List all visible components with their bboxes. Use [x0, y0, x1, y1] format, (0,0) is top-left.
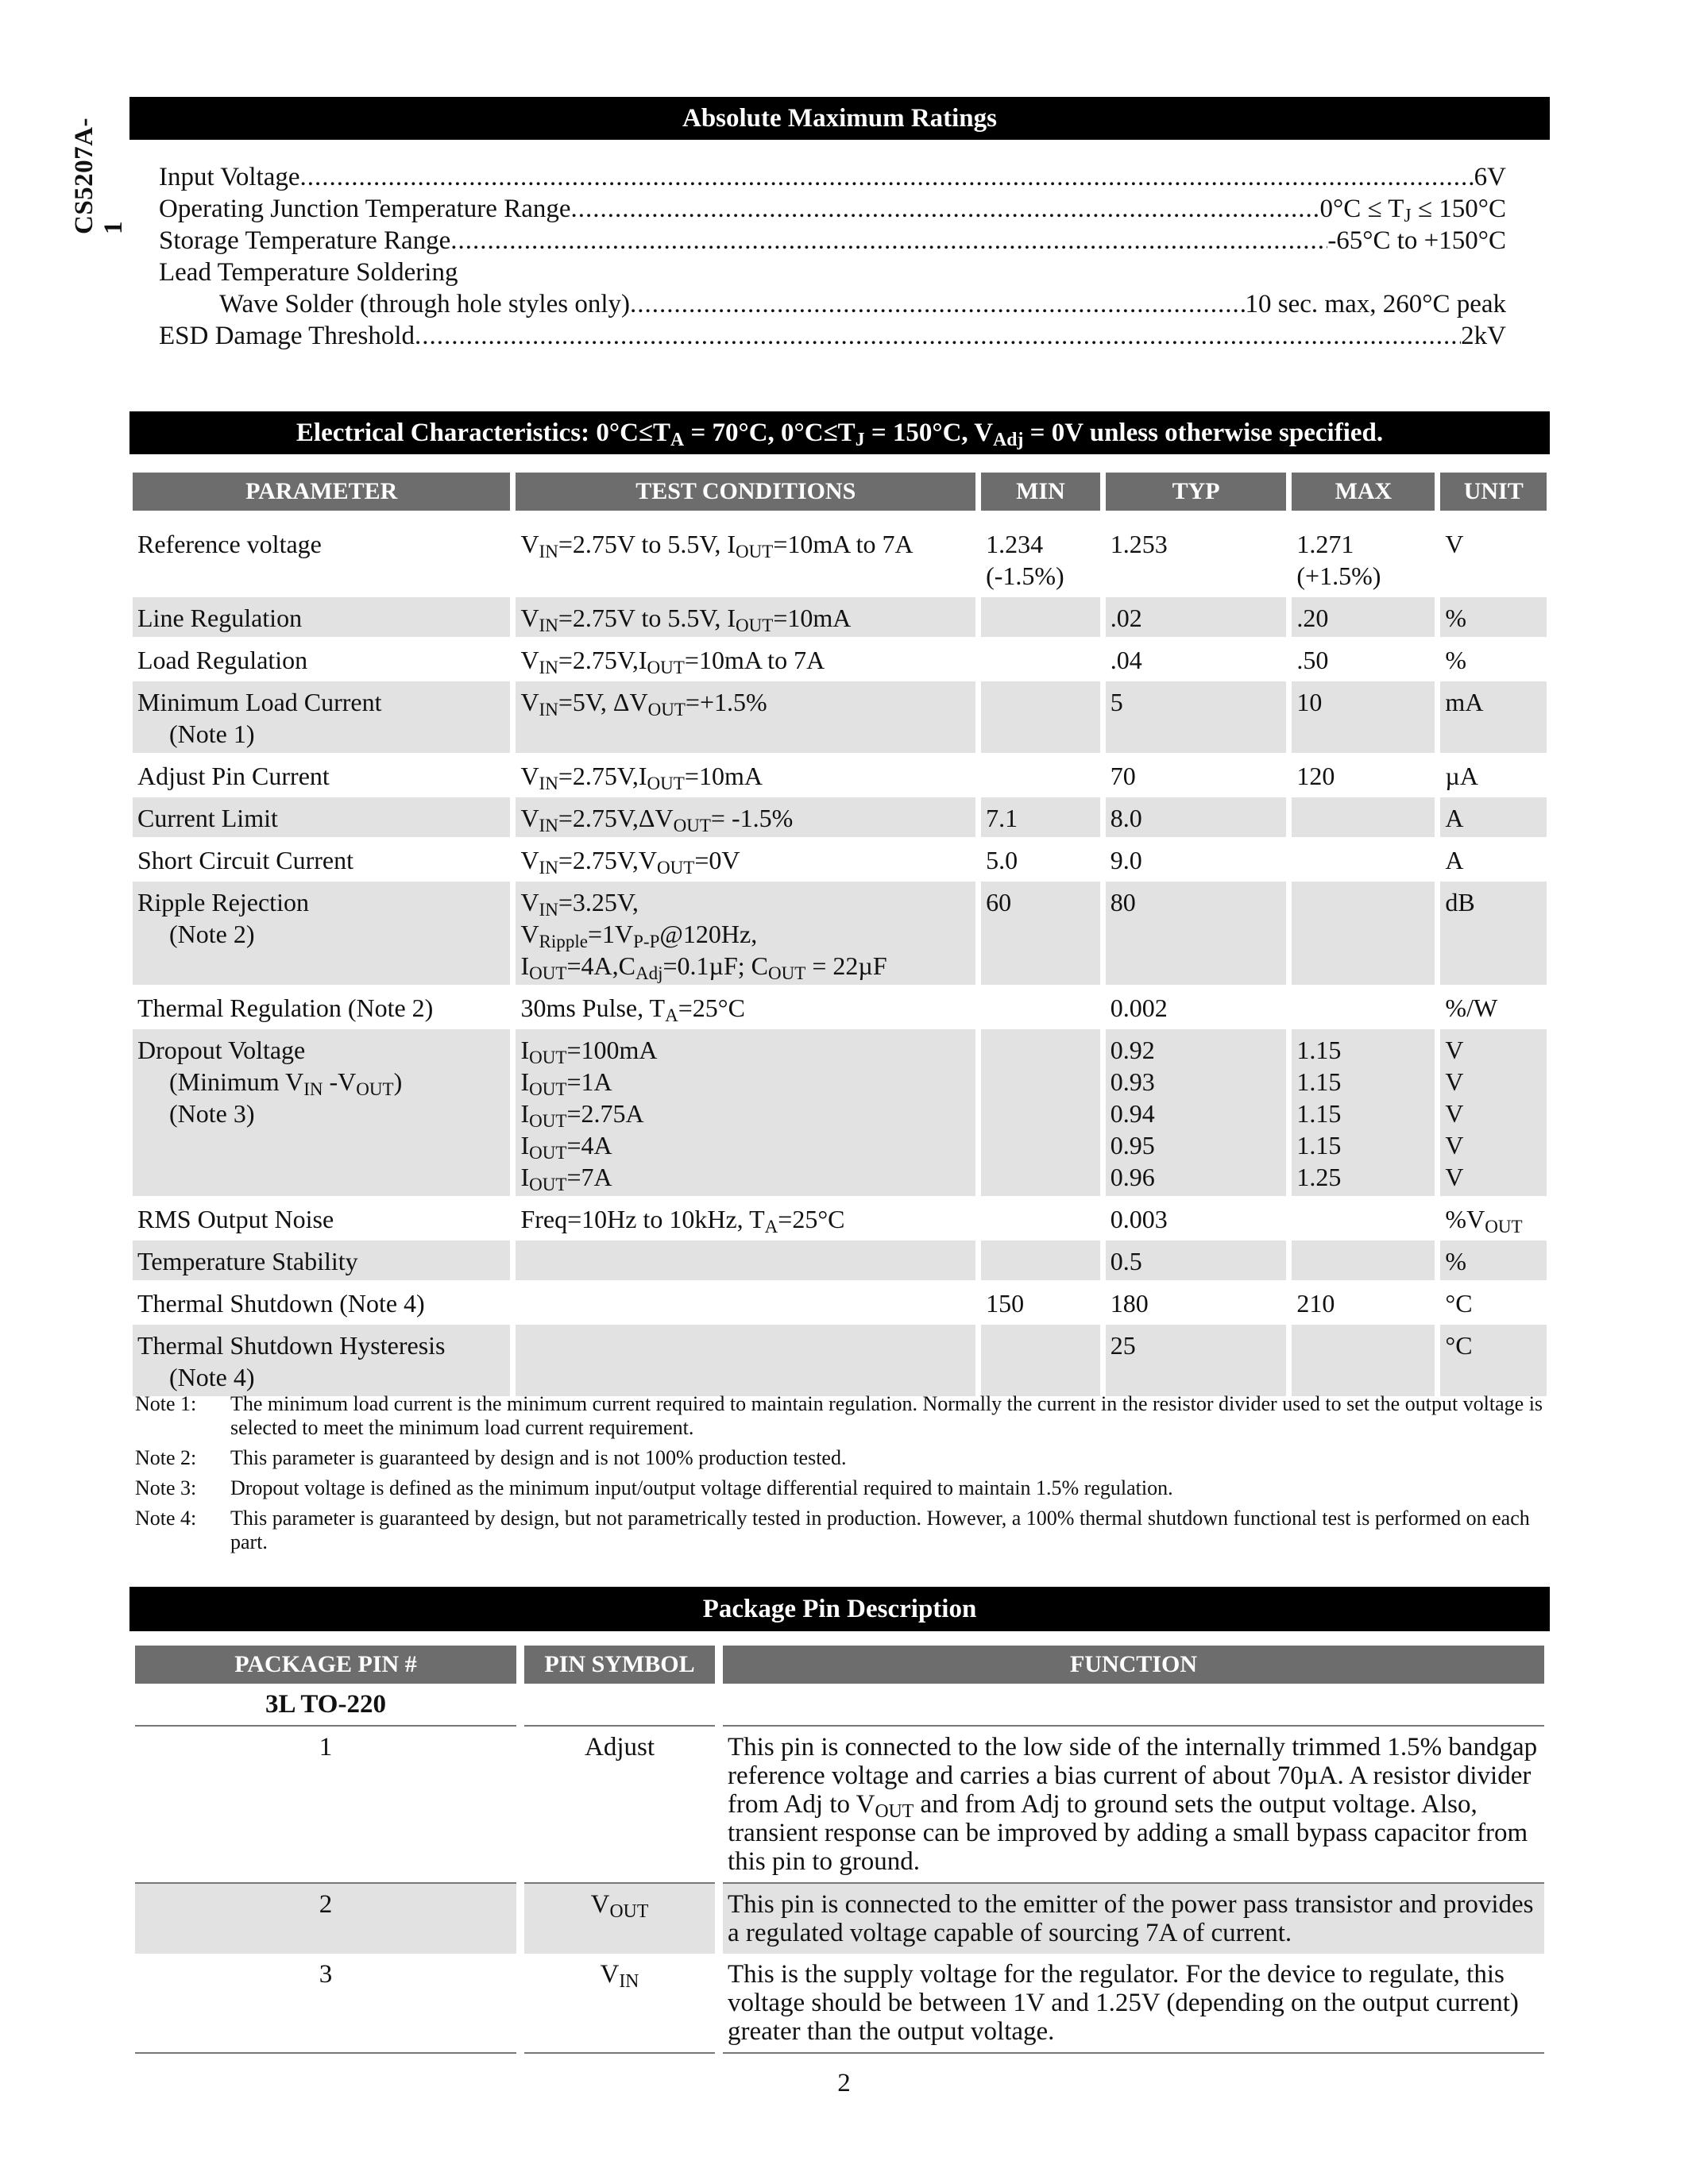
- pin-header-function: FUNCTION: [723, 1646, 1544, 1684]
- package-pin-table: [127, 1646, 1552, 2054]
- ec-row-rms-output-noise: RMS Output Noise Freq=10Hz to 10kHz, $T_A=25^\circ C$ 0.003 $\%V_{OUT}$: [133, 1196, 1547, 1238]
- abs-max-row-storage-temp: Storage Temperature Range ..... -65°C to +150°C: [159, 225, 1506, 257]
- ec-row-minimum-load-current: Minimum Load Current (Note 1) $V_{IN}=5V$, $\Delta V_{OUT}=+1.5\%$ 5 10 mA: [133, 679, 1547, 753]
- page-number: 2: [837, 2069, 851, 2097]
- package-pin-title: Package Pin Description: [129, 1587, 1550, 1631]
- abs-max-row-junction-temp: Operating Junction Temperature Range ..... $0^\circ C \le T_J \le 150^\circ C$: [159, 193, 1506, 225]
- note-4: Note 4: This parameter is guaranteed by design, but not parametrically tested in production. However, a 100% thermal shutdown functional test is performed on each part.: [135, 1507, 1530, 1553]
- ec-row-thermal-shutdown-hysteresis: Thermal Shutdown Hysteresis (Note 4) 25 °C: [133, 1322, 1547, 1396]
- ec-row-thermal-regulation: Thermal Regulation (Note 2) 30ms Pulse, $T_A=25^\circ C$ 0.002 %/W: [133, 985, 1547, 1027]
- ec-row-line-regulation: Line Regulation $V_{IN}=2.75V$ to 5.5V, $I_{OUT}=10mA$ .02 .20 %: [133, 595, 1547, 637]
- ec-row-adjust-pin-current: Adjust Pin Current $V_{IN}=2.75V,I_{OUT}=10mA$ 70 120 µA: [133, 753, 1547, 795]
- pin-header-package-pin: PACKAGE PIN #: [135, 1646, 516, 1684]
- abs-max-row-wave-solder: Wave Solder (through hole styles only) ..... 10 sec. max, 260°C peak: [159, 288, 1506, 320]
- electrical-characteristics-title: Electrical Characteristics: $0^\circ C\le T_A = 70^\circ C$, $0^\circ C\le T_J = 150^\circ C$, $V_{Adj} = 0V$ unless otherwise specified.: [129, 411, 1550, 454]
- ec-row-dropout-voltage: Dropout Voltage (Minimum $V_{IN}$ $-V_{OUT}$) (Note 3) $I_{OUT}=100mA$ $I_{OUT}=1A$ $I_{OUT}=2.75A$ $I_{OUT}=4A$ $I_{OUT}=7A$ 0.92 0.93 0.94 0.95 0.96 1.15 1.15 1.15 1.15 1.25 V V V V V: [133, 1027, 1547, 1196]
- abs-max-row-esd: ESD Damage Threshold ..... 2kV: [159, 320, 1506, 352]
- notes-section: [135, 1392, 1549, 1561]
- pin-row-2: 2 $V_{OUT}$ This pin is connected to the emitter of the power pass transistor and provides a regulated voltage capable of sourcing 7A of current.: [135, 1884, 1544, 1954]
- abs-max-title: Absolute Maximum Ratings: [129, 97, 1550, 140]
- pin-header-symbol: PIN SYMBOL: [524, 1646, 715, 1684]
- ec-row-reference-voltage: Reference voltage $V_{IN}=2.75V$ to 5.5V, $I_{OUT}=10mA$ to 7A 1.234 (-1.5%) 1.253 1.271 (+1.5%) V: [133, 521, 1547, 595]
- pin-package-row: 3L TO-220: [135, 1684, 1544, 1727]
- electrical-characteristics-table: [127, 473, 1552, 1396]
- ec-header-parameter: PARAMETER: [133, 473, 510, 511]
- ec-header-max: MAX: [1292, 473, 1435, 511]
- ec-header-typ: TYP: [1106, 473, 1287, 511]
- ec-header-test-conditions: TEST CONDITIONS: [516, 473, 975, 511]
- pin-row-1: 1 Adjust This pin is connected to the low side of the internally trimmed 1.5% bandgap reference voltage and carries a bias current of about 70µA. A resistor divider from Adj to $V_{OUT}$ and from Adj to ground sets the output voltage. Also, transient response can be improved by adding a small bypass capacitor from this pin to ground.: [135, 1727, 1544, 1884]
- ec-row-temperature-stability: Temperature Stability 0.5 %: [133, 1238, 1547, 1280]
- ec-header-row: [133, 473, 1547, 511]
- note-3: Note 3: Dropout voltage is defined as the minimum input/output voltage differential required to maintain 1.5% regulation.: [135, 1476, 1173, 1499]
- note-2: Note 2: This parameter is guaranteed by design and is not 100% production tested.: [135, 1446, 847, 1469]
- ec-row-ripple-rejection: Ripple Rejection (Note 2) $V_{IN}=3.25V$, $V_{Ripple}=1V_{P-P}@120Hz$, $I_{OUT}=4A,C_{Adj}=0.1\mu F$; $C_{OUT} = 22\mu F$ 60 80 dB: [133, 879, 1547, 985]
- abs-max-row-lead-temp: Lead Temperature Soldering: [159, 258, 458, 287]
- ec-row-short-circuit-current: Short Circuit Current $V_{IN}=2.75V,V_{OUT}=0V$ 5.0 9.0 A: [133, 837, 1547, 879]
- ec-header-min: MIN: [981, 473, 1100, 511]
- ec-header-unit: UNIT: [1440, 473, 1547, 511]
- pin-header-row: [135, 1646, 1544, 1684]
- ec-row-current-limit: Current Limit $V_{IN}=2.75V,\Delta V_{OUT}= -1.5\%$ 7.1 8.0 A: [133, 795, 1547, 837]
- pin-row-3: 3 $V_{IN}$ This is the supply voltage for the regulator. For the device to regulate, this voltage should be between 1V and 1.25V (depending on the output current) greater than the output voltage.: [135, 1954, 1544, 2054]
- note-1: Note 1: The minimum load current is the minimum current required to maintain regulation. Normally the current in the resistor divider used to set the output voltage is selected to meet the minimum load current requirement.: [135, 1392, 1543, 1439]
- document-id: CS5207A-1: [70, 117, 128, 234]
- abs-max-row-input-voltage: Input Voltage ..... 6V: [159, 161, 1506, 193]
- abs-max-list: [159, 161, 1506, 352]
- ec-row-load-regulation: Load Regulation $V_{IN}=2.75V,I_{OUT}=10mA$ to 7A .04 .50 %: [133, 637, 1547, 679]
- ec-row-thermal-shutdown: Thermal Shutdown (Note 4) 150 180 210 °C: [133, 1280, 1547, 1322]
